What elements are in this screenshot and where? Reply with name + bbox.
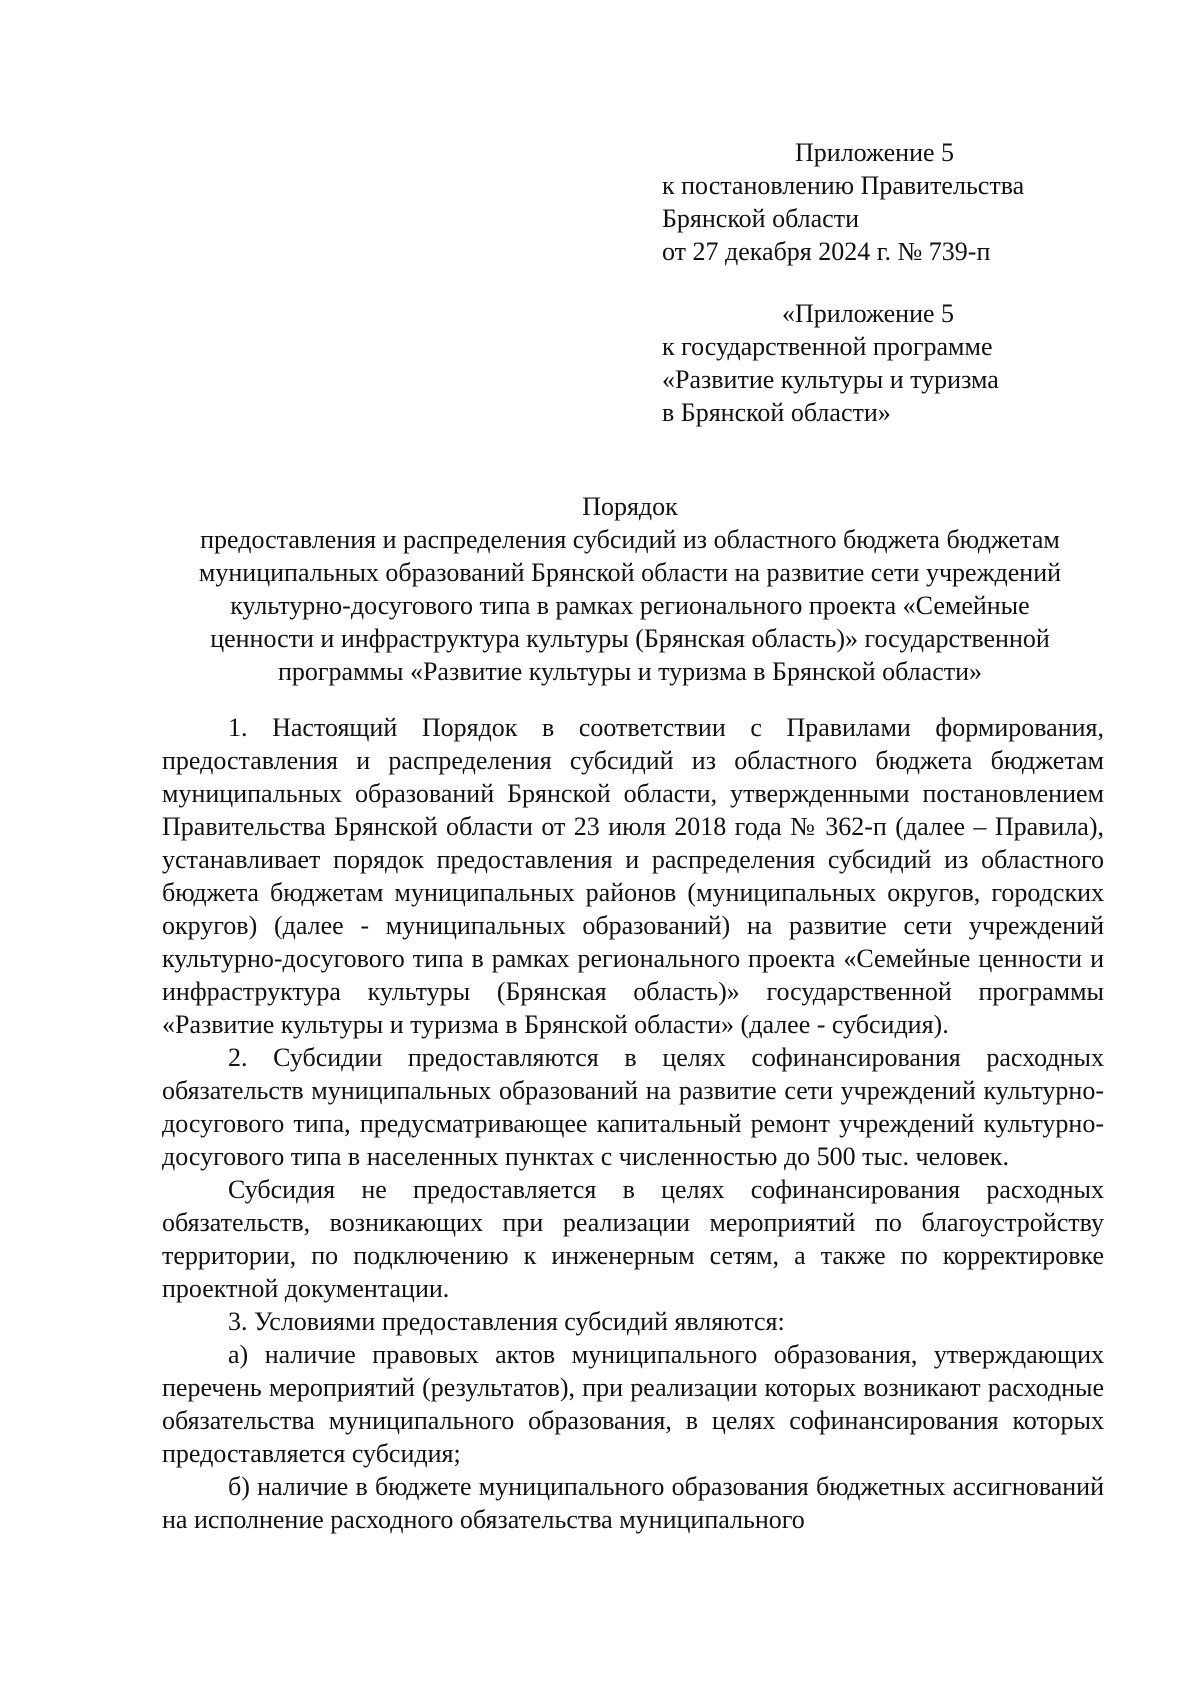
annex-program-ref: к государственной программе — [662, 332, 993, 361]
paragraph-3a: а) наличие правовых актов муниципального образования, утверждающих перечень мероприятий (результатов), при реализации которых возникают расходные обязательства муниципального образования, в целях софинансирования которых предоставляется субсидия; — [162, 1340, 1104, 1468]
annex-date-number: от 27 декабря 2024 г. № 739-п — [662, 237, 991, 266]
annex-program-number: «Приложение 5 — [782, 299, 955, 328]
annex-region: Брянской области — [662, 204, 859, 233]
annex-number: Приложение 5 — [795, 138, 955, 167]
annex-program-region: в Брянской области» — [662, 398, 891, 427]
paragraph-subsidy-exclusion: Субсидия не предоставляется в целях софинансирования расходных обязательств, возникающих при реализации мероприятий по благоустройству территории, по подключению к инженерным сетям, а также по корректировке проектной документации. — [162, 1175, 1104, 1303]
document-body — [162, 711, 1104, 1536]
annex-resolution-ref: к постановлению Правительства — [662, 171, 1025, 200]
title-line: предоставления и распределения субсидий из областного бюджета бюджетам — [200, 525, 1060, 554]
title-line: программы «Развитие культуры и туризма в Брянской области» — [277, 657, 983, 686]
paragraph-2: 2. Субсидии предоставляются в целях софинансирования расходных обязательств муниципальных образований на развитие сети учреждений культурно-досугового типа, предусматривающее капитальный ремонт учреждений культурно-досугового типа в населенных пунктах с численностью до 500 тыс. человек. — [162, 1043, 1104, 1171]
paragraph-3: 3. Условиями предоставления субсидий являются: — [228, 1307, 785, 1336]
annex-program-name: «Развитие культуры и туризма — [662, 365, 999, 394]
annex-program-header — [662, 297, 1122, 429]
document-title — [150, 490, 1110, 688]
title-line: муниципальных образований Брянской области на развитие сети учреждений — [198, 558, 1062, 587]
title-line: культурно-досугового типа в рамках регионального проекта «Семейные — [230, 591, 1030, 620]
paragraph-1: 1. Настоящий Порядок в соответствии с Правилами формирования, предоставления и распределения субсидий из областного бюджета бюджетам муниципальных образований Брянской области, утвержденными постановлением Правительства Брянской области от 23 июля 2018 года № 362-п (далее – Правила), устанавливает порядок предоставления и распределения субсидий из областного бюджета бюджетам муниципальных районов (муниципальных округов, городских округов) (далее - муниципальных образований) на развитие сети учреждений культурно-досугового типа в рамках регионального проекта «Семейные ценности и инфраструктура культуры (Брянская область)» государственной программы «Развитие культуры и туризма в Брянской области» (далее - субсидия). — [162, 713, 1104, 1039]
annex-resolution-header — [662, 136, 1122, 268]
paragraph-3b: б) наличие в бюджете муниципального образования бюджетных ассигнований на исполнение расходного обязательства муниципального — [162, 1472, 1104, 1534]
title-heading: Порядок — [582, 492, 678, 521]
title-line: ценности и инфраструктура культуры (Брянская область)» государственной — [210, 624, 1050, 653]
